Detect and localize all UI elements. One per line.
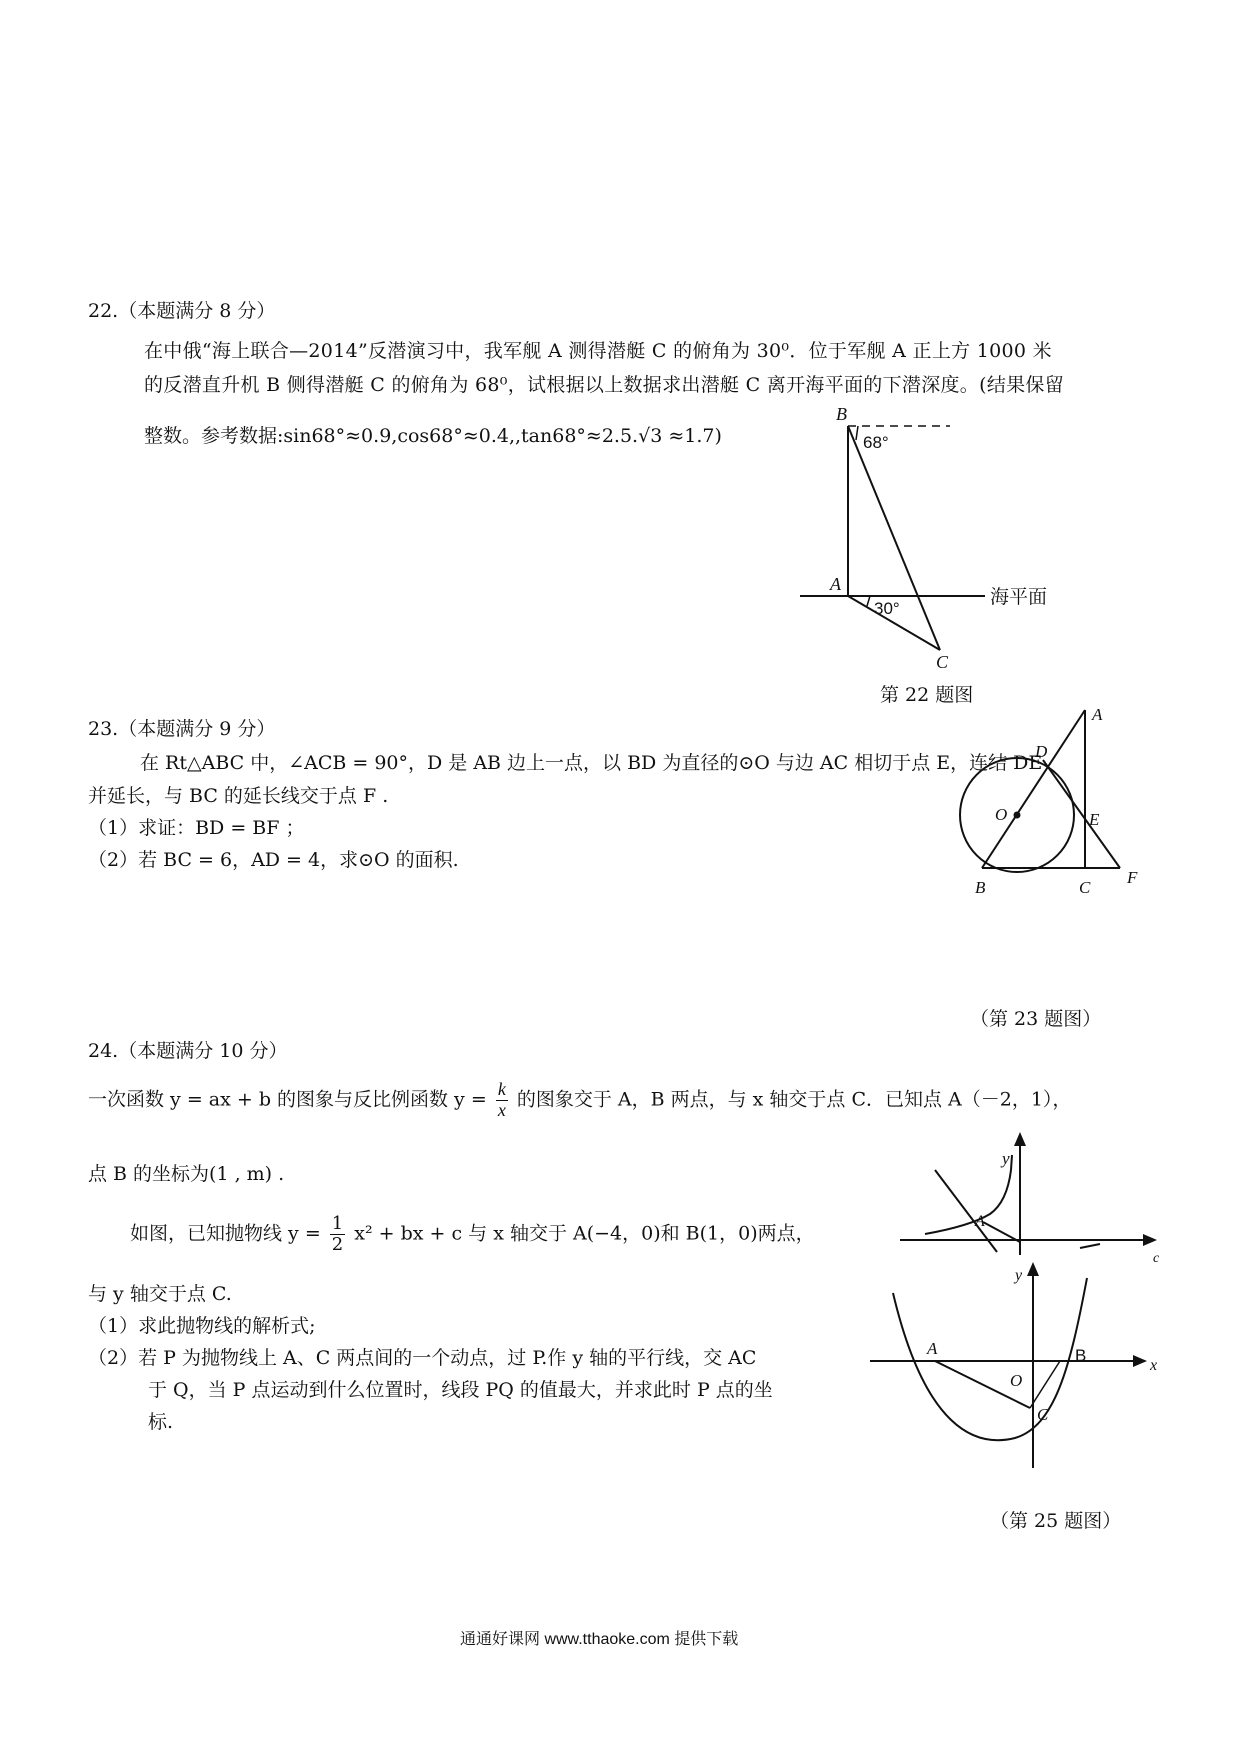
q22-angle-68: 68° — [863, 433, 889, 452]
q23-figure — [955, 705, 1155, 905]
q24-line1-post: 的图象交于 A，B 两点，与 x 轴交于点 C．已知点 A（－2，1）， — [516, 1088, 1072, 1111]
q22-header: 22.（本题满分 8 分） — [88, 300, 276, 322]
q25-part2a: （2）若 P 为抛物线上 A、C 两点间的一个动点，过 P.作 y 轴的平行线，交 AC — [88, 1347, 757, 1369]
q25-fraction — [330, 1214, 345, 1255]
q25-label-O: O — [1010, 1371, 1023, 1390]
q23-label-F: F — [1127, 868, 1138, 887]
q25-frac-num: 1 — [331, 1213, 344, 1234]
footer: 通通好课网 www.tthaoke.com 提供下载 — [460, 1631, 739, 1648]
q24-label-A: A — [975, 1213, 985, 1230]
q23-label-C: C — [1079, 878, 1091, 897]
q25-frac-den: 2 — [331, 1233, 344, 1255]
q25-part2b: 于 Q，当 P 点运动到什么位置时，线段 PQ 的值最大，并求此时 P 点的坐 — [148, 1379, 773, 1401]
q22-line2: 的反潜直升机 B 侧得潜艇 C 的俯角为 68⁰，试根据以上数据求出潜艇 C 离开海平面的下潜深度。(结果保留 — [144, 374, 1065, 396]
q23-label-A: A — [1092, 705, 1103, 724]
q24-line2: 点 B 的坐标为(1 , m) . — [88, 1163, 285, 1185]
q23-caption: （第 23 题图） — [970, 1008, 1102, 1030]
q22-label-A: A — [830, 574, 841, 594]
q25-label-B: B — [1075, 1346, 1087, 1365]
q24-line1 — [88, 1080, 1071, 1121]
q24-fraction — [496, 1080, 508, 1121]
q25-line1-post: x² + bx + c 与 x 轴交于 A(−4，0)和 B(1，0)两点， — [354, 1222, 815, 1245]
q25-label-x: x — [1150, 1357, 1158, 1374]
q25-label-C: C — [1037, 1405, 1049, 1424]
q24-line1-pre: 一次函数 y = ax + b 的图象与反比例函数 y = — [88, 1088, 487, 1111]
q23-part1: （1）求证：BD = BF ； — [88, 817, 305, 839]
q22-figure — [790, 400, 1090, 670]
q24-label-y: y — [1002, 1149, 1010, 1168]
q24-header: 24.（本题满分 10 分） — [88, 1040, 288, 1062]
q22-line3: 整数。参考数据:sin68°≈0.9,cos68°≈0.4,,tan68°≈2.5.√3 ≈1.7) — [144, 425, 722, 447]
q23-label-O: O — [995, 805, 1008, 824]
q25-label-y: y — [1015, 1267, 1023, 1284]
q25-label-A: A — [927, 1339, 938, 1358]
q25-line1 — [130, 1214, 815, 1255]
q22-sea-label: 海平面 — [990, 587, 1048, 608]
q23-label-B: B — [975, 878, 986, 897]
q22-line1: 在中俄“海上联合—2014”反潜演习中，我军舰 A 测得潜艇 C 的俯角为 30⁰．位于军舰 A 正上方 1000 米 — [144, 340, 1052, 362]
q22-angle-30: 30° — [874, 599, 900, 618]
q24-frac-num: k — [497, 1079, 506, 1099]
q22-label-C: C — [936, 652, 949, 672]
q24-figure — [895, 1130, 1165, 1266]
q23-part2: （2）若 BC = 6，AD = 4，求⊙O 的面积. — [88, 849, 459, 871]
q23-line2: 并延长，与 BC 的延长线交于点 F . — [88, 785, 389, 807]
q23-header: 23.（本题满分 9 分） — [88, 718, 276, 740]
q22-caption: 第 22 题图 — [880, 684, 974, 706]
q25-part2c: 标. — [148, 1411, 174, 1433]
q24-frac-den: x — [497, 1099, 506, 1120]
q23-line1: 在 Rt△ABC 中，∠ACB = 90°，D 是 AB 边上一点，以 BD 为直径的⊙O 与边 AC 相切于点 E，连结 DE — [140, 752, 1043, 774]
q25-figure — [865, 1258, 1165, 1473]
q25-caption: （第 25 题图） — [990, 1510, 1122, 1532]
q25-line2: 与 y 轴交于点 C. — [88, 1283, 232, 1305]
q22-label-B: B — [836, 404, 847, 424]
q23-label-E: E — [1089, 810, 1100, 829]
q25-part1: （1）求此抛物线的解析式; — [88, 1315, 316, 1337]
q24-label-c: c — [1153, 1251, 1160, 1266]
q25-line1-pre: 如图，已知抛物线 y = — [130, 1222, 321, 1245]
q23-label-D: D — [1035, 742, 1048, 761]
